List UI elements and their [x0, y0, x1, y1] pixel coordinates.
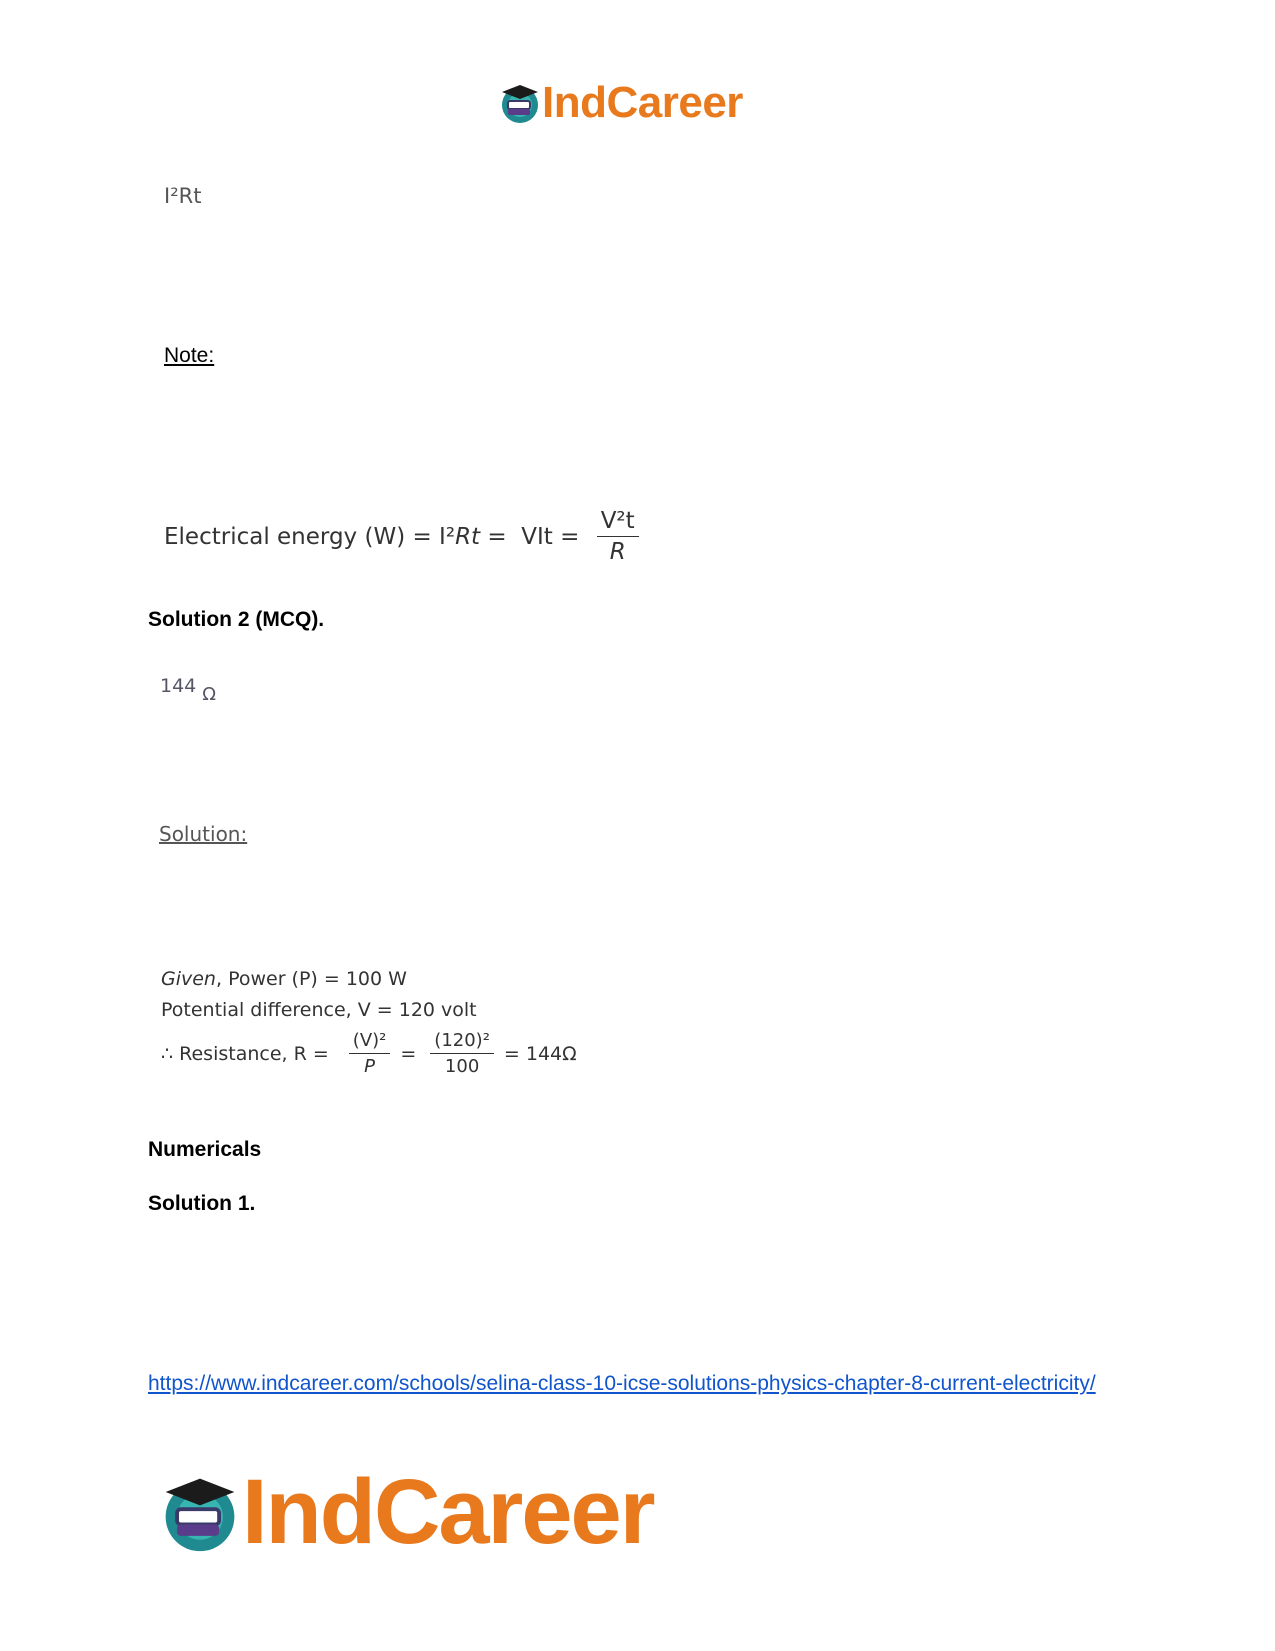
answer-value: 144 — [160, 675, 197, 697]
potential-line: Potential difference, V = 120 volt — [161, 999, 477, 1021]
fraction-v2-p — [349, 1030, 391, 1077]
source-link[interactable]: https://www.indcareer.com/schools/selina-class-10-icse-solutions-physics-chapter-8-current-electricity/ — [148, 1372, 1096, 1395]
fraction-denominator: 100 — [444, 1056, 480, 1077]
formula-rt: Rt — [455, 523, 481, 550]
footer-logo — [158, 1460, 654, 1565]
fraction-numerator: V²t — [597, 508, 639, 537]
given-line — [161, 968, 407, 990]
solution-label: Solution: — [159, 822, 248, 846]
graduation-globe-icon — [498, 81, 542, 125]
logo-text: IndCareer — [542, 78, 743, 127]
answer-i2rt: I²Rt — [164, 184, 202, 208]
fraction-numerator: (120)² — [430, 1030, 494, 1054]
result: = 144Ω — [503, 1042, 577, 1065]
fraction-denominator: R — [609, 539, 626, 565]
solution-2-heading: Solution 2 (MCQ). — [148, 608, 325, 631]
equals-sign: = — [400, 1042, 417, 1065]
electrical-energy-formula — [164, 508, 639, 565]
note-label: Note: — [164, 344, 215, 367]
solution-1-heading: Solution 1. — [148, 1192, 256, 1215]
formula-mid: = VIt = — [480, 523, 587, 550]
numericals-heading: Numericals — [148, 1138, 262, 1161]
answer-unit: Ω — [202, 684, 217, 705]
given-rest: , Power (P) = 100 W — [215, 968, 407, 990]
header-logo — [498, 78, 743, 128]
fraction-numerator: (V)² — [349, 1030, 391, 1054]
given-word: Given — [161, 968, 216, 990]
graduation-globe-icon — [158, 1471, 242, 1555]
answer-144-ohm — [160, 675, 217, 705]
fraction-120-100 — [430, 1030, 494, 1077]
formula-fraction — [597, 508, 639, 565]
resistance-line — [161, 1030, 577, 1077]
logo-text: IndCareer — [242, 1461, 654, 1563]
fraction-denominator: P — [364, 1056, 376, 1077]
formula-prefix: Electrical energy (W) = I² — [164, 523, 456, 550]
resistance-prefix: ∴ Resistance, R = — [161, 1042, 335, 1065]
